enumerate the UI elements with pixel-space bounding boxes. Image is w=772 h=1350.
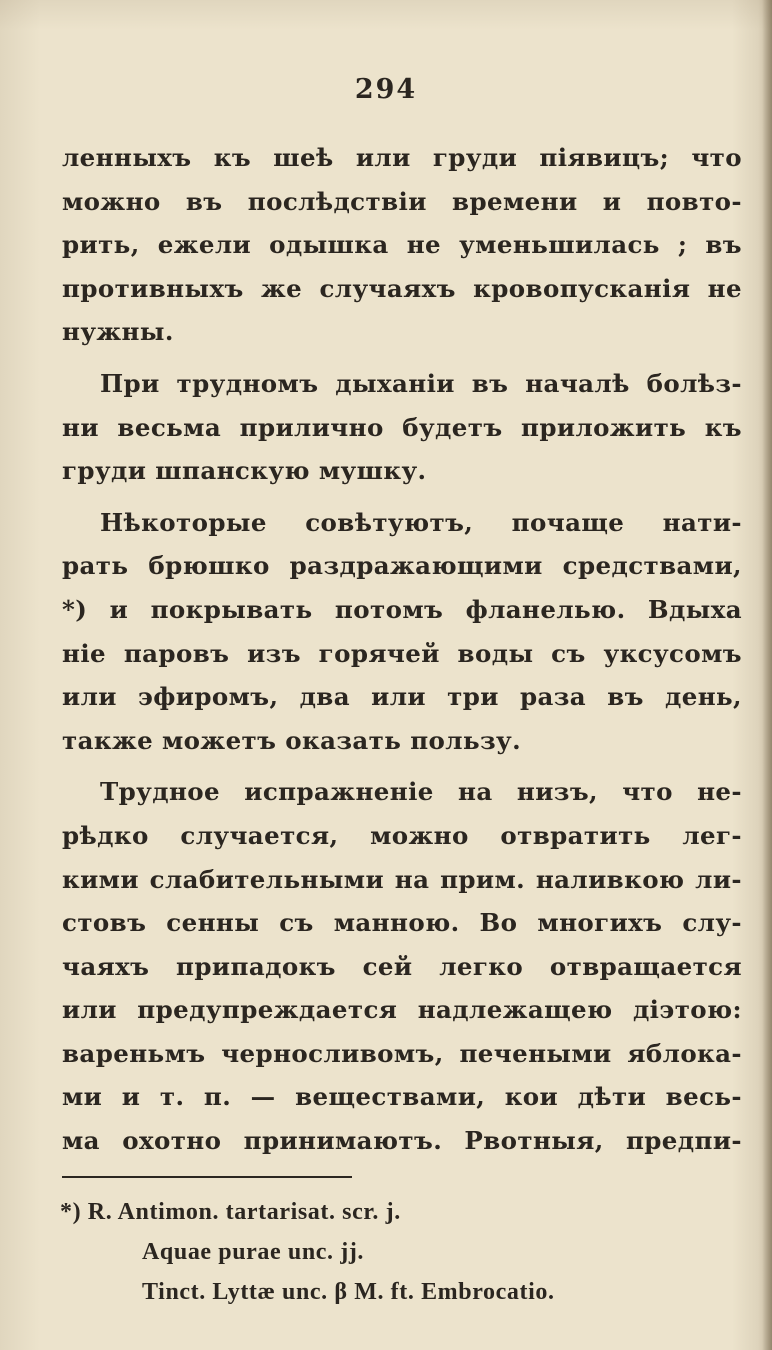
text-line: груди шпанскую мушку. (62, 456, 427, 486)
text-line: чаяхъ припадокъ сей легко отвращается (62, 951, 742, 981)
text-line: ма охотно принимаютъ. Рвотныя, предпи- (62, 1126, 742, 1156)
text-line: ніе паровъ изъ горячей воды съ уксусомъ (62, 638, 742, 668)
body-text (62, 136, 742, 1163)
text-line: вареньмъ черносливомъ, печеными яблока- (62, 1038, 742, 1068)
text-line: нужны. (62, 317, 174, 347)
text-line: или предупреждается надлежащею діэтою: (62, 995, 742, 1025)
text-line: рать брюшко раздражающими средствами, (62, 551, 742, 581)
paragraph-gap (62, 762, 742, 770)
text-line: кими слабительными на прим. наливкою ли- (62, 864, 742, 894)
text-line: стовъ сенны съ манною. Во многихъ слу- (62, 908, 742, 938)
text-line: рить, ежели одышка не уменьшилась ; въ (62, 230, 742, 260)
footnote-divider (62, 1176, 352, 1178)
footnote-line: Tinct. Lyttæ unc. β M. ft. Embrocatio. (142, 1279, 555, 1305)
footnote-line: Aquae purae unc. jj. (142, 1239, 365, 1265)
text-line: *) и покрывать потомъ фланелью. Вдыха (62, 594, 742, 624)
text-line: можно въ послѣдствіи времени и повто- (62, 186, 742, 216)
footnote-line: *) R. Antimon. tartarisat. scr. j. (60, 1199, 401, 1225)
paragraph-gap (62, 493, 742, 501)
text-line: также можетъ оказать пользу. (62, 725, 522, 755)
text-line: противныхъ же случаяхъ кровопусканія не (62, 273, 742, 303)
text-line: или эфиромъ, два или три раза въ день, (62, 682, 742, 712)
text-line: Нѣкоторые совѣтуютъ, почаще нати- (100, 507, 742, 537)
footnote (60, 1192, 720, 1312)
paragraph-gap (62, 354, 742, 362)
text-line: При трудномъ дыханіи въ началѣ болѣз- (100, 368, 742, 398)
text-line: ми и т. п. — веществами, кои дѣти весь- (62, 1082, 742, 1112)
page-number: 294 (354, 74, 418, 105)
page-edge-shadow (762, 0, 772, 1350)
text-line: ленныхъ къ шеѣ или груди піявицъ; что (62, 143, 742, 172)
text-line: ни весьма прилично будетъ приложить къ (62, 412, 742, 442)
text-line: рѣдко случается, можно отвратить лег- (62, 820, 742, 850)
text-line: Трудное испражненіе на низъ, что не- (100, 777, 742, 807)
